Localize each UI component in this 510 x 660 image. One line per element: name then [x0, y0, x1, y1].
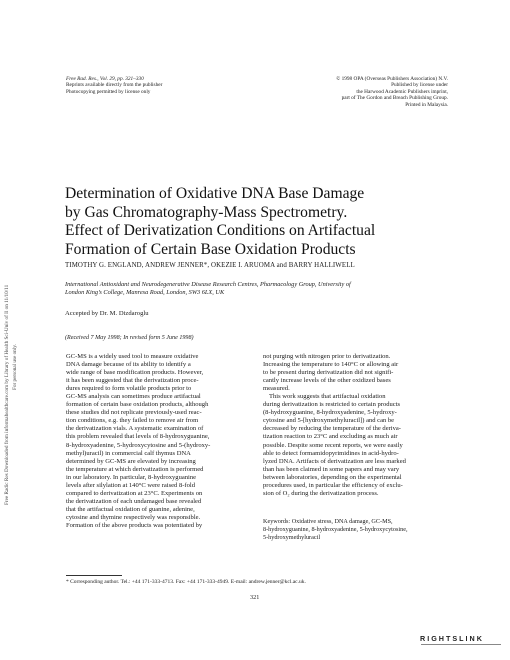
- text-line: decreased by reducing the temperature of the deriva-: [263, 425, 401, 433]
- text-line: that the artifactual oxidation of guanine, adenine,: [66, 505, 195, 513]
- text-line: methyl)uracil) in commercial calf thymus DNA: [66, 449, 191, 457]
- text-line: to be present during derivatization did not signifi-: [263, 369, 394, 377]
- text-line: between laboratories, depending on the experimental: [263, 473, 402, 481]
- affiliation-line-1: International Antioxidant and Neurodegenerative Disease Research Centres, Pharmacology Group, University of: [65, 281, 351, 288]
- sidebar-line-1: Free Radic Res Downloaded from informahealthcare.com by Library of Health Sci-Univ of Il on 11/10/11: [4, 284, 10, 505]
- publisher-line-2: the Harwood Academic Publishers imprint,: [356, 88, 448, 95]
- text-line: (8-hydroxyguanine, 8-hydroxyadenine, 5-hydroxy-: [263, 409, 397, 417]
- keywords-line-3: 5-hydroxymethyluracil: [263, 533, 321, 541]
- author-list: TIMOTHY G. ENGLAND, ANDREW JENNER*, OKEZIE I. ARUOMA and BARRY HALLIWELL: [65, 262, 355, 269]
- journal-citation: Free Rad. Res., Vol. 29, pp. 321–330: [66, 76, 144, 82]
- text-line: Increasing the temperature to 140°C or allowing air: [263, 361, 399, 369]
- text-line: than has been claimed in some papers and may vary: [263, 465, 400, 473]
- publisher-line-3: part of The Gordon and Breach Publishing Group.: [341, 95, 448, 102]
- text-line: the derivatization of each undamaged base revealed: [66, 497, 202, 505]
- rightslink-logo-underline: [421, 643, 501, 646]
- text-line: formation of certain base oxidation products, although: [66, 401, 209, 409]
- text-line: this problem revealed that levels of 8-hydroxyguanine,: [66, 433, 210, 441]
- rightslink-logo: RIGHTSLINK: [420, 634, 484, 643]
- abstract-right-column: [263, 353, 406, 498]
- title-line-1: Determination of Oxidative DNA Base Damage: [65, 185, 365, 202]
- text-line: Formation of the above products was potentiated by: [66, 521, 203, 529]
- text-line: these studies did not replicate previously-used reac-: [66, 409, 202, 417]
- title-line-2: by Gas Chromatography-Mass Spectrometry.: [65, 203, 348, 221]
- photocopy-note: Photocopying permitted by license only: [66, 88, 151, 95]
- text-line: GC-MS is a widely used tool to measure oxidative: [66, 353, 199, 360]
- text-line: GC-MS analysis can sometimes produce artifactual: [66, 393, 201, 401]
- text-line: not purging with nitrogen prior to derivatization.: [263, 353, 391, 360]
- text-line: determined by GC-MS are elevated by increasing: [66, 457, 196, 465]
- journal-header-right: [336, 76, 448, 108]
- printed-in: Printed in Malaysia.: [405, 101, 448, 108]
- text-line: cytosine and 5-[hydroxymethyluracil]) and can be: [263, 417, 395, 425]
- text-line: dures required to form volatile products prior to: [66, 385, 192, 393]
- copyright-line: © 1998 OPA (Overseas Publishers Association) N.V.: [336, 76, 448, 82]
- journal-header-left: [66, 76, 162, 95]
- text-line: wide range of base modification products. However,: [66, 369, 204, 377]
- text-line: sion of O₂ during the derivatization process.: [263, 489, 379, 497]
- text-line: lyzed DNA. Artifacts of derivatization are less marked: [263, 457, 406, 465]
- text-line: possible. Despite some recent reports, we were easily: [263, 441, 403, 449]
- affiliation: [65, 281, 445, 297]
- text-line: tion conditions, e.g. they failed to remove air from: [66, 417, 199, 425]
- title-line-3: Effect of Derivatization Conditions on Artifactual: [65, 222, 376, 240]
- received-dates: (Received 7 May 1998; In revised form 5 June 1998): [65, 335, 194, 341]
- article-title: [65, 185, 465, 259]
- sidebar-line-2: For personal use only.: [12, 344, 18, 390]
- text-line: in our laboratory. In particular, 8-hydroxyguanine: [66, 473, 197, 481]
- accepted-by: Accepted by Dr. M. Dizdaroglu: [65, 310, 149, 317]
- download-sidebar: [0, 90, 26, 520]
- text-line: the derivatization vials. A systematic examination of: [66, 425, 204, 433]
- title-line-4: Formation of Certain Base Oxidation Products: [65, 240, 356, 258]
- keywords-line-1: Keywords: Oxidative stress, DNA damage, GC-MS,: [263, 518, 393, 525]
- text-line: cytosine and thymine respectively was responsible.: [66, 513, 201, 521]
- text-line: tization reaction to 23°C and excluding as much air: [263, 433, 398, 441]
- corresponding-author-footnote: * Corresponding author. Tel.: +44 171-333-4713. Fax: +44 171-333-4949. E-mail: andrew.jenner@kcl.ac.uk.: [66, 579, 306, 585]
- publisher-line-1: Published by license under: [391, 82, 448, 89]
- text-line: This work suggests that artifactual oxidation: [269, 393, 386, 401]
- reprint-note: Reprints available directly from the publisher: [66, 82, 163, 89]
- text-line: it has been suggested that the derivatization proce-: [66, 377, 199, 385]
- keywords-line-2: 8-hydroxyguanine, 8-hydroxyadenine, 5-hydroxycytosine,: [263, 525, 408, 533]
- text-line: cantly increase levels of the other oxidized bases: [263, 377, 391, 385]
- affiliation-line-2: London King’s College, Manresa Road, London, SW3 6LX, UK: [65, 289, 225, 296]
- page-number: 321: [250, 594, 260, 601]
- text-line: able to detect formamidopyrimidines in acid-hydro-: [263, 449, 399, 457]
- text-line: levels after silylation at 140°C were raised 8-fold: [66, 481, 195, 489]
- text-line: measured.: [263, 385, 290, 393]
- text-line: the temperature at which derivatization is performed: [66, 465, 204, 473]
- keywords-block: [263, 518, 408, 541]
- text-line: 8-hydroxyadenine, 5-hydroxycytosine and 5-(hydroxy-: [66, 441, 211, 449]
- text-line: DNA damage because of its ability to identify a: [66, 361, 191, 369]
- text-line: procedures used, in particular the efficiency of exclu-: [263, 481, 403, 489]
- abstract-left-column: [66, 353, 210, 530]
- text-line: compared to derivatization at 23°C. Experiments on: [66, 489, 203, 497]
- footnote-rule: [66, 575, 122, 576]
- text-line: during derivatization is restricted to certain products: [263, 401, 401, 409]
